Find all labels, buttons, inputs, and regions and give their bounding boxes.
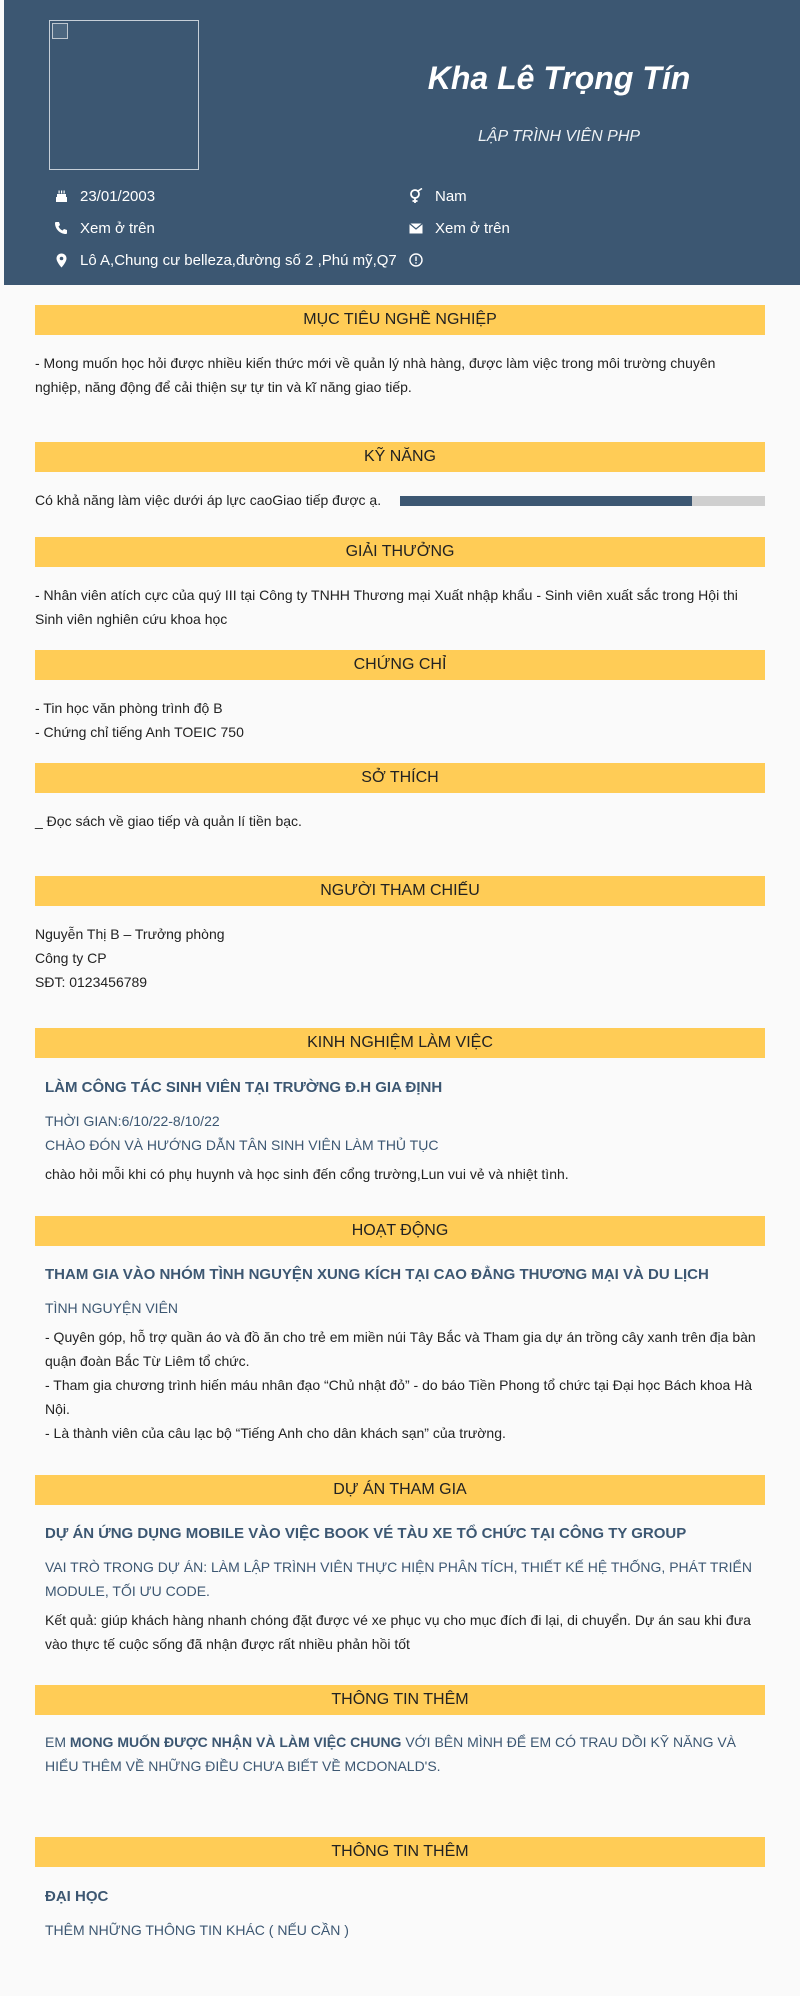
education-entry-title: ĐẠI HỌC: [45, 1888, 109, 1905]
certificate-item: - Tin học văn phòng trình độ B: [35, 700, 223, 716]
awards-text: - Nhân viên atích cực của quý III tại Công ty TNHH Thương mại Xuất nhập khẩu - Sinh viên xuất sắc trong Hội thi Sinh viên nghiên cứu khoa học: [35, 587, 738, 627]
phone-value: Xem ở trên: [80, 219, 155, 237]
section-header-additional-info-2: THÔNG TIN THÊM: [35, 1837, 765, 1867]
extra-info-row: [409, 249, 435, 271]
gender-icon: [409, 189, 423, 203]
map-pin-icon: [54, 253, 68, 267]
broken-image-icon: [52, 23, 68, 39]
info-circle-icon: [409, 253, 423, 267]
activity-entry-title: THAM GIA VÀO NHÓM TÌNH NGUYỆN XUNG KÍCH TẠI CAO ĐẲNG THƯƠNG MẠI VÀ DU LỊCH: [45, 1266, 709, 1283]
activity-line: - Là thành viên của câu lạc bộ “Tiếng Anh cho dân khách sạn” của trường.: [45, 1425, 506, 1441]
education-note: THÊM NHỮNG THÔNG TIN KHÁC ( NẾU CẦN ): [45, 1922, 349, 1938]
certificates-list: [35, 696, 765, 744]
birthday-row: [54, 185, 155, 207]
section-header-certificates: CHỨNG CHỈ: [35, 650, 765, 680]
project-role: VAI TRÒ TRONG DỰ ÁN: LÀM LẬP TRÌNH VIÊN THỰC HIỆN PHÂN TÍCH, THIẾT KẾ HỆ THỐNG, PHÁT TRIỂN MODULE, TỐI ƯU CODE.: [45, 1559, 752, 1599]
references-list: [35, 922, 765, 994]
email-value: Xem ở trên: [435, 219, 510, 237]
gender-row: [409, 185, 467, 207]
skill-name: Có khả năng làm việc dưới áp lực caoGiao tiếp được ạ.: [35, 492, 382, 508]
cake-icon: [54, 189, 68, 203]
email-row: [409, 217, 510, 239]
activity-description: [45, 1325, 765, 1445]
section-header-activities: HOẠT ĐỘNG: [35, 1216, 765, 1246]
address-value: Lô A,Chung cư belleza,đường số 2 ,Phú mỹ,Q7: [80, 251, 397, 269]
avatar: [49, 20, 199, 170]
project-entry-title: DỰ ÁN ỨNG DỤNG MOBILE VÀO VIỆC BOOK VÉ TÀU XE TỔ CHỨC TẠI CÔNG TY GROUP: [45, 1525, 687, 1542]
phone-row: [54, 217, 155, 239]
phone-icon: [54, 221, 68, 235]
section-header-additional-info: THÔNG TIN THÊM: [35, 1685, 765, 1715]
candidate-name: Kha Lê Trọng Tín: [427, 60, 691, 96]
address-row: [54, 249, 397, 271]
candidate-position: LẬP TRÌNH VIÊN PHP: [477, 128, 641, 145]
activity-line: - Tham gia chương trình hiến máu nhân đạo “Chủ nhật đỏ” - do báo Tiền Phong tổ chức tại Đại học Bách khoa Hà Nội.: [45, 1377, 753, 1417]
section-header-projects: DỰ ÁN THAM GIA: [35, 1475, 765, 1505]
additional-info-prefix: EM: [45, 1734, 70, 1750]
section-header-references: NGƯỜI THAM CHIẾU: [35, 876, 765, 906]
additional-info-suffix: VỚI BÊN MÌNH ĐỂ EM CÓ TRAU DỒI KỸ NĂNG VÀ HIỂU THÊM VỀ NHỮNG ĐIỀU CHƯA BIẾT VỀ MCDONALD'S.: [45, 1734, 737, 1774]
skill-level-fill: [400, 496, 692, 506]
section-header-objective: MỤC TIÊU NGHỀ NGHIỆP: [35, 305, 765, 335]
objective-text: - Mong muốn học hỏi được nhiều kiến thức mới về quản lý nhà hàng, được làm việc trong môi trường chuyên nghiệp, năng động để cải thiện sự tự tin và kĩ năng giao tiếp.: [35, 355, 716, 395]
reference-line: Công ty CP: [35, 950, 107, 966]
experience-period: THỜI GIAN:6/10/22-8/10/22: [45, 1113, 220, 1129]
skill-level-bar: [400, 496, 765, 506]
birthday-value: 23/01/2003: [80, 187, 156, 205]
experience-entry-title: LÀM CÔNG TÁC SINH VIÊN TẠI TRƯỜNG Đ.H GIA ĐỊNH: [45, 1079, 443, 1096]
experience-role: CHÀO ĐÓN VÀ HƯỚNG DẪN TÂN SINH VIÊN LÀM THỦ TỤC: [45, 1137, 439, 1153]
cv-header: [4, 0, 800, 285]
section-header-skills: KỸ NĂNG: [35, 442, 765, 472]
envelope-icon: [409, 221, 423, 235]
experience-description: chào hỏi mỗi khi có phụ huynh và học sinh đến cổng trường,Lun vui vẻ và nhiệt tình.: [45, 1166, 569, 1182]
activity-role: TÌNH NGUYỆN VIÊN: [45, 1300, 179, 1316]
additional-info-text: [45, 1730, 765, 1778]
additional-info-bold: MONG MUỐN ĐƯỢC NHẬN VÀ LÀM VIỆC CHUNG: [69, 1734, 402, 1750]
reference-line: Nguyễn Thị B – Trưởng phòng: [35, 926, 225, 942]
activity-line: - Quyên góp, hỗ trợ quần áo và đồ ăn cho trẻ em miền núi Tây Bắc và Tham gia dự án trồng cây xanh trên địa bàn quận đoàn Bắc Từ Liêm tổ chức.: [45, 1329, 756, 1369]
section-header-awards: GIẢI THƯỞNG: [35, 537, 765, 567]
section-header-hobbies: SỞ THÍCH: [35, 763, 765, 793]
gender-value: Nam: [435, 187, 467, 205]
section-header-experience: KINH NGHIỆM LÀM VIỆC: [35, 1028, 765, 1058]
reference-line: SĐT: 0123456789: [35, 974, 148, 990]
certificate-item: - Chứng chỉ tiếng Anh TOEIC 750: [35, 724, 244, 740]
hobbies-text: _ Đọc sách về giao tiếp và quản lí tiền bạc.: [35, 813, 302, 829]
project-description: Kết quả: giúp khách hàng nhanh chóng đặt được vé xe phục vụ cho mục đích đi lại, di chuyển. Dự án sau khi đưa vào thực tế cuộc sống đã nhận được rất nhiều phản hồi tốt: [45, 1612, 751, 1652]
